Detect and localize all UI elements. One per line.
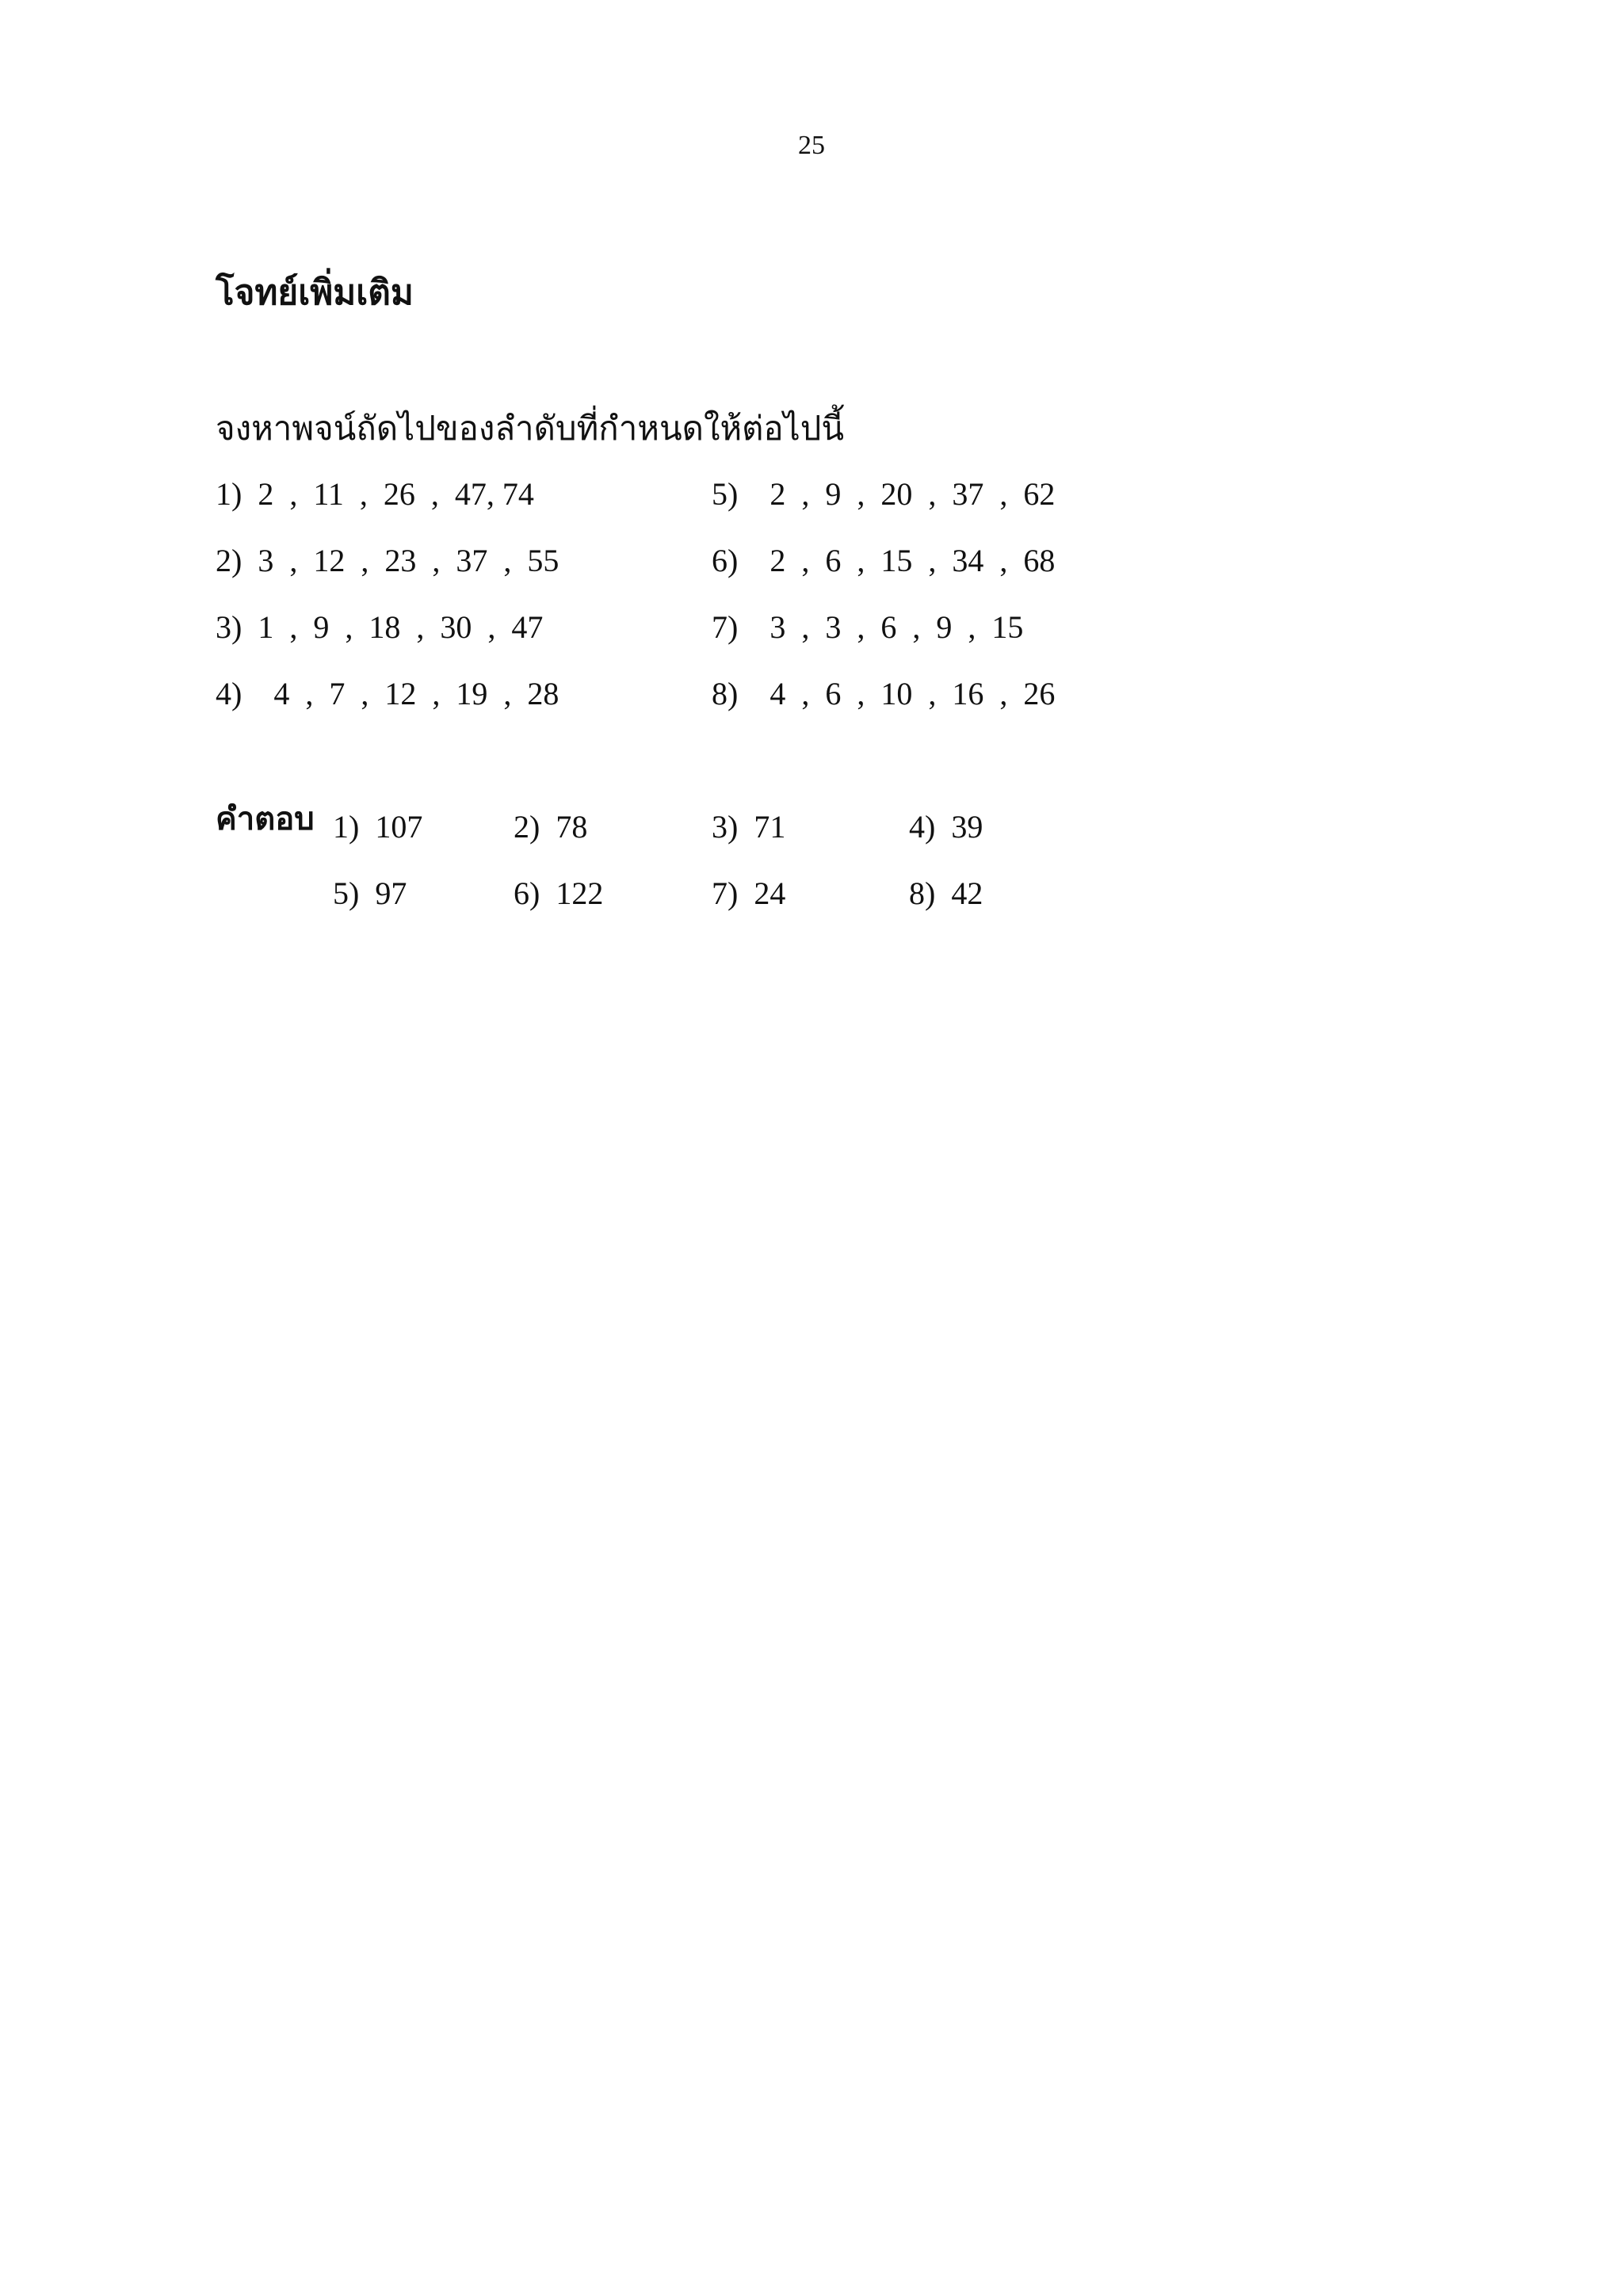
problem-8: 8) 4 , 6 , 10 , 16 , 26 bbox=[712, 676, 1056, 711]
answer-7: 7) 24 bbox=[712, 875, 786, 911]
problem-1: 1) 2 , 11 , 26 , 47, 74 bbox=[216, 476, 534, 512]
answer-3: 3) 71 bbox=[712, 809, 786, 845]
problem-5: 5) 2 , 9 , 20 , 37 , 62 bbox=[712, 476, 1056, 512]
problem-2: 2) 3 , 12 , 23 , 37 , 55 bbox=[216, 543, 559, 578]
problem-6: 6) 2 , 6 , 15 , 34 , 68 bbox=[712, 543, 1056, 578]
page-number: 25 bbox=[798, 131, 825, 160]
answer-8: 8) 42 bbox=[909, 875, 983, 911]
answer-6: 6) 122 bbox=[514, 875, 604, 911]
answers-label: คำตอบ bbox=[216, 800, 315, 837]
answer-5: 5) 97 bbox=[333, 875, 407, 911]
section-title: โจทย์เพิ่มเติม bbox=[216, 273, 414, 313]
answer-1: 1) 107 bbox=[333, 809, 423, 845]
answer-4: 4) 39 bbox=[909, 809, 983, 845]
instruction-text: จงหาพจน์ถัดไปของลำดับที่กำหนดให้ต่อไปนี้ bbox=[216, 409, 845, 448]
answer-2: 2) 78 bbox=[514, 809, 588, 845]
problem-3: 3) 1 , 9 , 18 , 30 , 47 bbox=[216, 609, 544, 645]
problem-4: 4) 4 , 7 , 12 , 19 , 28 bbox=[216, 676, 559, 711]
problem-7: 7) 3 , 3 , 6 , 9 , 15 bbox=[712, 609, 1024, 645]
